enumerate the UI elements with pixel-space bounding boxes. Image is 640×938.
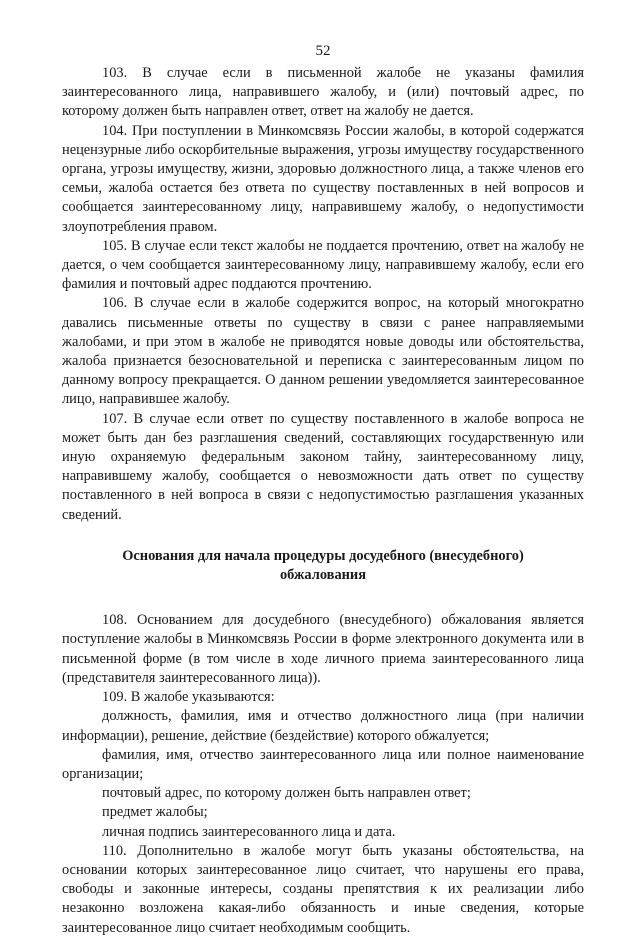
list-item-applicant-name: фамилия, имя, отчество заинтересованного лица или полное наименование организации; bbox=[62, 746, 584, 782]
paragraph-108: 108. Основанием для досудебного (внесудебного) обжалования является поступление жалобы в Минкомсвязь России в форме электронного документа или в письменной форме (в том числе в ходе личного приема заинтересованного лица (представителя заинтересованного лица)). bbox=[62, 612, 584, 686]
list-item-subject: предмет жалобы; bbox=[102, 804, 208, 821]
section-spacer bbox=[62, 585, 584, 611]
paragraph-107: 107. В случае если ответ по существу поставленного в жалобе вопроса не может быть дан без разглашения сведений, составляющих государственную или иную охраняемую федеральным законом тайну, заинтересованному лицу, направившему жалобу, сообщается о невозможности дать ответ по существу поставленного в ней вопроса в связи с недопустимостью разглашения указанных сведений. bbox=[62, 410, 584, 523]
section-heading: Основания для начала процедуры досудебного (внесудебного) обжалования bbox=[122, 547, 524, 584]
paragraph-109: 109. В жалобе указываются: bbox=[102, 689, 275, 706]
document-page bbox=[62, 42, 584, 938]
paragraph-106: 106. В случае если в жалобе содержится вопрос, на который многократно давались письменные ответы по существу в связи с ранее направляемыми жалобами, и при этом в жалобе не приводятся новые доводы или обстоятельства, жалоба признается безосновательной и переписка с заинтересованным лицом по данному вопросу прекращается. О данном решении уведомляется заинтересованное лицо, направившее жалобу. bbox=[62, 295, 584, 408]
paragraph-104: 104. При поступлении в Минкомсвязь России жалобы, в которой содержатся нецензурные либо оскорбительные выражения, угрозы имуществу государственного органа, угрозы имуществу, жизни, здоровью должностного лица, а также членов его семьи, жалоба остается без ответа по существу поставленных в ней вопросов и сообщается заинтересованному лицу, направившему жалобу, о недопустимости злоупотребления правом. bbox=[62, 122, 584, 235]
list-item-official: должность, фамилия, имя и отчество должностного лица (при наличии информации), решение, действие (бездействие) которого обжалуется; bbox=[62, 708, 584, 744]
page-number: 52 bbox=[315, 43, 331, 59]
paragraph-110: 110. Дополнительно в жалобе могут быть указаны обстоятельства, на основании которых заинтересованное лицо считает, что нарушены его права, свободы и законные интересы, созданы препятствия к их реализации либо незаконно возложена какая-либо обязанность и иные сведения, которые заинтересованное лицо считает необходимым сообщить. bbox=[62, 842, 584, 936]
list-item-signature: личная подпись заинтересованного лица и дата. bbox=[102, 823, 396, 840]
paragraph-105: 105. В случае если текст жалобы не поддается прочтению, ответ на жалобу не дается, о чем сообщается заинтересованному лицу, направившему жалобу, если его фамилия и почтовый адрес поддаются прочтению. bbox=[62, 237, 584, 293]
paragraph-103: 103. В случае если в письменной жалобе не указаны фамилия заинтересованного лица, направившего жалобу, и (или) почтовый адрес, по которому должен быть направлен ответ, ответ на жалобу не дается. bbox=[62, 65, 584, 120]
list-item-postal-address: почтовый адрес, по которому должен быть направлен ответ; bbox=[102, 785, 471, 802]
